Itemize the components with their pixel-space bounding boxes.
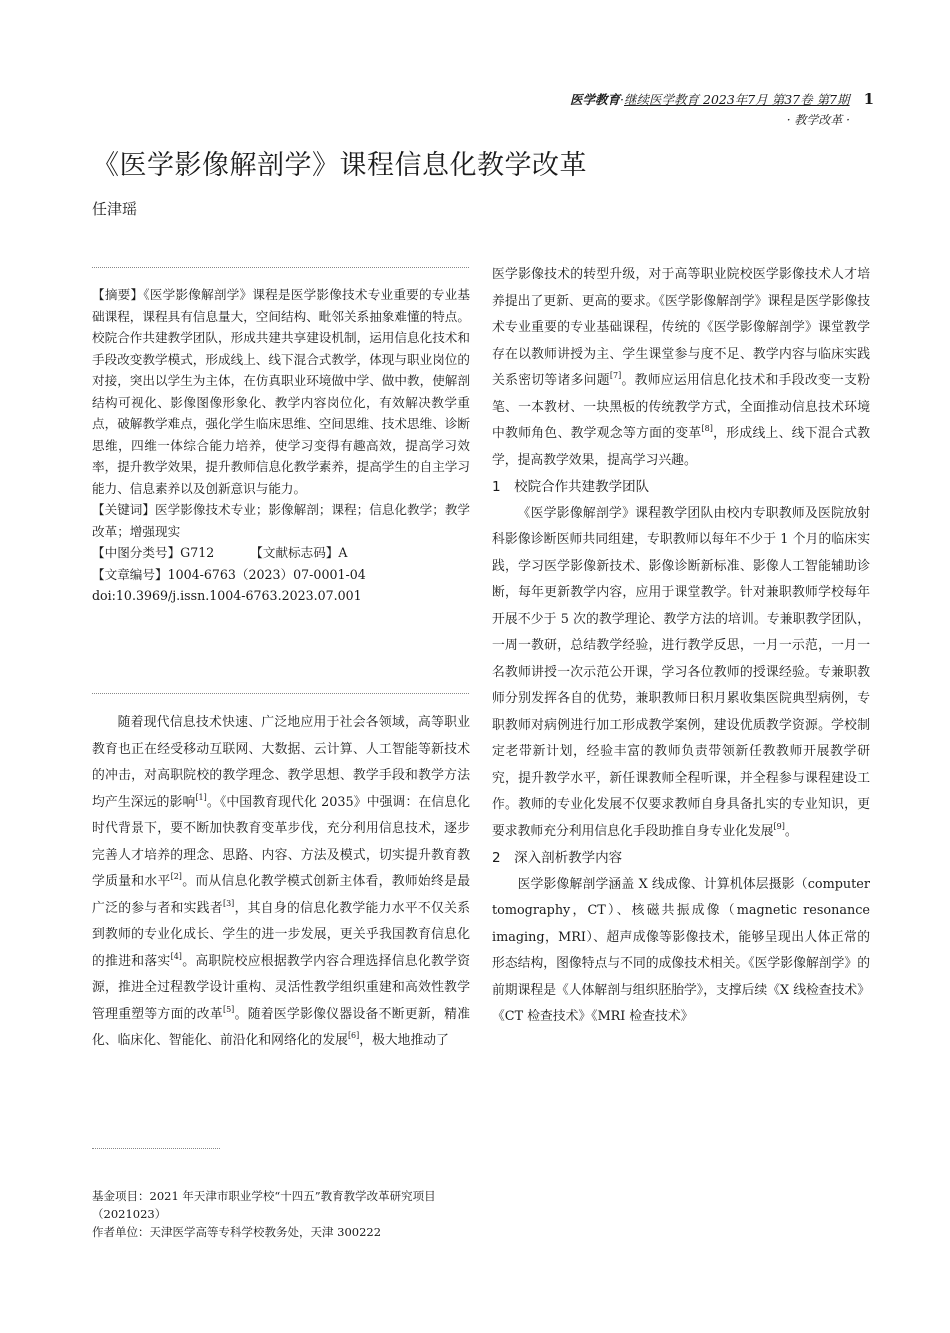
section-1-paragraph — [492, 501, 870, 846]
left-column-body — [92, 710, 470, 1055]
keywords-line — [92, 499, 470, 542]
abstract-block — [92, 284, 470, 607]
right-column-body — [492, 262, 870, 1031]
body-text: 。随着医学影像仪器设备不断更新，精准化、临床化、智能化、前沿化和网络化的发展 — [92, 1006, 471, 1048]
article-no-label: 【文章编号】 — [92, 566, 168, 582]
author-name: 任津瑶 — [92, 200, 138, 218]
clc-label: 【中图分类号】 — [92, 545, 181, 560]
body-text: 医学影像技术的转型升级，对于高等职业院校医学影像技术人才培养提出了更新、更高的要求。《医学影像解剖学》课程是医学影像技术专业重要的专业基础课程，传统的《医学影像解剖学》课堂教学存在以教师讲授为主、学生课堂参与度不足、教学内容与临床实践关系密切等诸多问题 — [492, 267, 870, 388]
abstract-text: 《医学影像解剖学》课程是医学影像技术专业重要的专业基础课程，课程具有信息量大，空间结构、毗邻关系抽象难懂的特点。校院合作共建教学团队，形成共建共享建设机制，运用信息化技术和手段改变教学模式，形成线上、线下混合式教学，体现与职业岗位的对接，突出以学生为主体，在仿真职业环境做中学、做中教，使解剖结构可视化、影像图像形象化、教学内容岗位化，有效解决教学重点，破解教学难点，强化学生临床思维、空间思维、技术思维、诊断思维，四维一体综合能力培养，使学习变得有趣高效，提高学习效率，提升教学效果，提升教师信息化教学素养，提高学生的自主学习能力、信息素养以及创新意识与能力。 — [92, 287, 471, 496]
journal-issue: 继续医学教育 2023年7月 第37卷 第7期 — [624, 92, 850, 107]
body-text: 。高职院校应根据教学内容合理选择信息化教学资源，推进全过程教学设计重构、灵活性教学组织重建和高效性教学管理重塑等方面的改革 — [92, 953, 471, 1022]
running-header — [570, 90, 874, 108]
classification-line — [92, 542, 470, 564]
footnote-divider — [92, 1148, 220, 1149]
section-1-heading: 1 校院合作共建教学团队 — [492, 479, 650, 495]
body-text: ，其自身的信息化教学能力水平不仅关系到教师的专业化成长、学生的进一步发展，更关乎我国教育信息化的推进和落实 — [92, 900, 471, 969]
body-text: ，形成线上、线下混合式教学，提高教学效果，提高学习兴趣。 — [492, 426, 871, 468]
body-text: 随着现代信息技术快速、广泛地应用于社会各领域，高等职业教育也正在经受移动互联网、大数据、云计算、人工智能等新技术的冲击，对高职院校的教学理念、教学思想、教学手段和教学方法均产生深远的影响 — [92, 715, 470, 810]
body-text: 。《中国教育现代化 2035》中强调：在信息化时代背景下，要不断加快教育变革步伐，充分利用信息技术，逐步完善人才培养的理念、思路、内容、方法及模式，切实提升教育教学质量和水平 — [92, 794, 470, 889]
section-2-paragraph — [492, 872, 870, 1031]
abstract-bottom-divider — [92, 693, 469, 694]
citation-ref: [9] — [773, 821, 785, 831]
citation-ref: [3] — [222, 898, 235, 908]
citation-ref: [8] — [701, 424, 713, 433]
doc-code-label: 【文献标志码】 — [250, 545, 339, 560]
body-text: 。教师应运用信息化技术和手段改变一支粉笔、一本教材、一块黑板的传统教学方式，全面推动信息技术环境中教师角色、教学观念等方面的变革 — [492, 373, 871, 441]
article-no-value: 1004-6763（2023）07-0001-04 — [167, 566, 366, 582]
abstract-paragraph — [92, 284, 470, 499]
body-text: 医学影像解剖学涵盖 X 线成像、计算机体层摄影（computer tomography，CT）、核磁共振成像（magnetic resonance imaging，MRI）、超声成像等影像技术，能够呈现出人体正常的形态结构，图像特点与不同的成像技术相关。《医学影像解剖学》的前期课程是《人体解剖与组织胚胎学》，支撑后续《X 线检查技术》《CT 检查技术》《MRI 检查技术》 — [492, 876, 870, 1024]
citation-ref: [6] — [347, 1031, 360, 1040]
intro-paragraph — [92, 710, 470, 1055]
clc-value: G712 — [180, 545, 215, 560]
doc-code-value: A — [338, 545, 348, 560]
page-number: 1 — [863, 90, 874, 108]
fund-note: 基金项目：2021 年天津市职业学校“十四五”教育教学改革研究项目（2021023） — [92, 1189, 436, 1221]
abstract-top-divider — [92, 267, 469, 268]
column-label: · 教学改革 · — [786, 113, 850, 127]
keywords-text: 医学影像技术专业；影像解剖；课程；信息化教学；教学改革；增强现实 — [92, 502, 471, 539]
body-text: 。而从信息化教学模式创新主体看，教师始终是最广泛的参与者和实践者 — [92, 874, 471, 916]
footnote-block — [92, 1187, 470, 1241]
affiliation-note: 作者单位：天津医学高等专科学校教务处，天津 300222 — [92, 1225, 382, 1239]
header-separator: · — [620, 92, 625, 107]
body-text: 《医学影像解剖学》课程教学团队由校内专职教师及医院放射科影像诊断医师共同组建，专职教师以每年不少于 1 个月的临床实践，学习医学影像新技术、影像诊断新标准、影像人工智能辅助诊断，每年更新教学内容，应用于课堂教学。针对兼职教师学校每年开展不少于 5 次的教学理论、教学方法的培训。专兼职教学团队，一周一教研，总结教学经验，进行教学反思，一月一示范，一月一名教师讲授一次示范公开课，学习各位教师的授课经验。专兼职教师分别发挥各自的优势，兼职教师日积月累收集医院典型病例，专职教师对病例进行加工形成教学案例，建设优质教学资源。学校制定老带新计划，经验丰富的教师负责带领新任教教师开展教学研究，提升教学水平，新任课教师全程听课，并全程参与课程建设工作。教师的专业化发展不仅要求教师自身具备扎实的专业知识，更要求教师充分利用信息化手段助推自身专业化发展 — [492, 505, 870, 839]
citation-ref: [2] — [170, 872, 182, 881]
journal-name: 医学教育 — [570, 92, 621, 107]
intro-continuation — [492, 262, 870, 474]
article-number-line — [92, 564, 470, 586]
section-2-heading: 2 深入剖析教学内容 — [492, 850, 623, 866]
body-text: ，极大地推动了 — [359, 1033, 449, 1048]
keywords-label: 【关键词】 — [92, 502, 156, 517]
body-text: 。 — [784, 823, 798, 839]
doi-line: doi:10.3969/j.issn.1004-6763.2023.07.001 — [92, 588, 362, 603]
article-title: 《医学影像解剖学》课程信息化教学改革 — [92, 150, 587, 181]
citation-ref: [7] — [609, 371, 622, 380]
citation-ref: [4] — [170, 951, 182, 961]
abstract-label: 【摘要】 — [92, 287, 144, 302]
citation-ref: [5] — [222, 1004, 235, 1014]
citation-ref: [1] — [195, 792, 207, 802]
